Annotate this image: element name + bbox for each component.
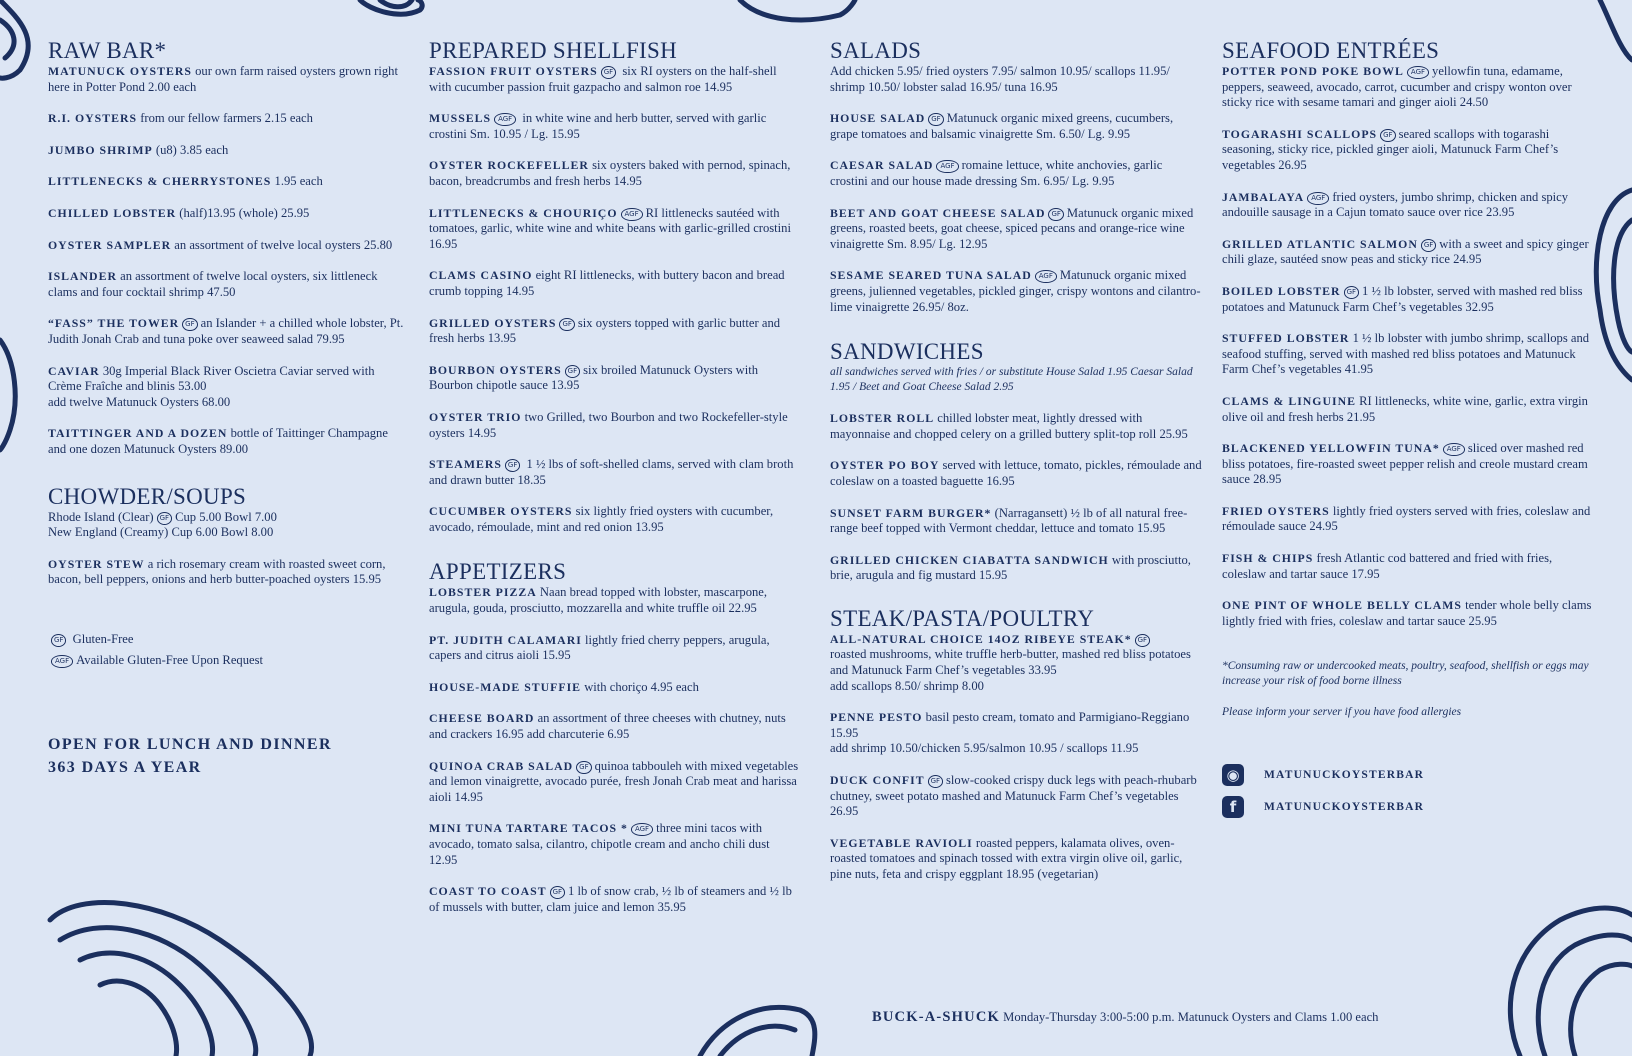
item-desc: lightly fried cherry peppers, arugula, capers and citrus aioli 15.95 [429,632,770,663]
item-desc: two Grilled, two Bourbon and two Rockefeller-style oysters 14.95 [429,409,788,440]
menu-item [429,363,801,394]
buck-a-shuck-promo [872,1009,1378,1026]
item-desc: RI littlenecks sautéed with tomatoes, garlic, white wine and white beans with garlic-grilled crostini 16.95 [429,205,791,251]
item-desc: served with lettuce, tomato, pickles, rémoulade and coleslaw on a toasted baguette 16.95 [830,458,1202,488]
item-name: JUMBO SHRIMP [48,142,153,157]
item-name: PT. JUDITH CALAMARI [429,632,582,647]
item-desc: 1 ½ lbs of soft-shelled clams, served with clam broth and drawn butter 18.35 [429,457,794,487]
menu-item [830,632,1202,694]
item-name: GRILLED OYSTERS [429,315,557,330]
item-name: JAMBALAYA [1222,189,1305,204]
item-name: MUSSELS [429,111,492,126]
chowder-line: New England (Creamy) Cup 6.00 Bowl 8.00 [48,525,274,540]
available-gluten-free-icon: AGF [1443,443,1465,456]
item-desc: an assortment of three cheeses with chutney, nuts and crackers 16.95 add charcuterie 6.95 [429,711,786,742]
steak-heading: STEAK/PASTA/POULTRY [830,605,1095,631]
chowder-line: Rhode Island (Clear) GF Cup 5.00 Bowl 7.00 [48,509,277,524]
prepared-heading: PREPARED SHELLFISH [429,38,678,63]
item-desc: 1 lb of snow crab, ½ lb of steamers and ½ lb of mussels with butter, clam juice and lemon 35.95 [429,884,792,914]
gluten-free-icon: GF [565,365,580,378]
menu-item [830,411,1202,442]
menu-item [429,410,801,441]
menu-item [1222,598,1594,629]
menu-item [429,821,801,868]
item-name: LOBSTER PIZZA [429,585,537,600]
item-name: PENNE PESTO [830,710,923,725]
item-desc: 1 ½ lb lobster with jumbo shrimp, scallops and seafood stuffing, served with mashed red bliss potatoes and Matunuck Farm Chef’s vegetables 41.95 [1222,331,1590,377]
item-name: COAST TO COAST [429,884,547,899]
menu-item [429,884,801,915]
gluten-free-icon: GF [51,634,66,647]
menu-item [48,64,404,95]
item-desc: (u8) 3.85 each [155,142,229,157]
entrees-heading: SEAFOOD ENTRÉES [1222,38,1440,63]
item-name: HOUSE SALAD [830,111,926,126]
menu-item [48,206,404,222]
item-desc: six broiled Matunuck Oysters with Bourbon chipotle sauce 13.95 [429,362,759,393]
item-name: GRILLED ATLANTIC SALMON [1222,236,1418,251]
item-desc: Naan bread topped with lobster, mascarpone, arugula, gouda, prosciutto, mozzarella and white truffle oil 22.95 [429,585,768,616]
item-name: CHEESE BOARD [429,711,535,726]
item-name: OYSTER STEW [48,556,145,571]
item-desc: tender whole belly clams lightly fried with fries, coleslaw and tartar sauce 25.95 [1222,598,1592,628]
item-name: BLACKENED YELLOWFIN TUNA* [1222,441,1440,456]
gluten-free-icon: GF [601,66,616,79]
item-desc: with choriço 4.95 each [584,679,699,694]
menu-item [48,426,404,457]
menu-item [429,206,801,253]
instagram-handle: MATUNUCKOYSTERBAR [1264,768,1425,781]
item-extra: add scallops 8.50/ shrimp 8.00 [830,678,984,693]
menu-item [830,506,1202,537]
item-desc: roasted peppers, kalamata olives, oven-roasted tomatoes and spinach tossed with extra virgin olive oil, garlic, pine nuts, feta and crispy eggplant 18.95 (vegetarian) [830,835,1183,881]
menu-item [830,158,1202,189]
menu-item [1222,127,1594,174]
item-name: FASSION FRUIT OYSTERS [429,64,598,78]
item-name: MINI TUNA TARTARE TACOS * [429,821,628,836]
item-desc: an assortment of twelve local oysters, six littleneck clams and four cocktail shrimp 47.50 [48,269,378,299]
gluten-free-icon: GF [182,318,197,331]
item-name: LOBSTER ROLL [830,411,935,426]
menu-item [1222,237,1594,268]
menu-item [830,268,1202,315]
item-name: HOUSE-MADE STUFFIE [429,679,582,694]
menu-item [48,143,404,159]
menu-item [830,458,1202,489]
appetizers-heading: APPETIZERS [429,559,567,585]
legend-gf: GF Gluten-Free [48,632,404,648]
raw-bar-heading: RAW BAR* [48,38,167,63]
allergy-note: Please inform your server if you have food allergies [1222,706,1462,719]
chowder-heading: CHOWDER/SOUPS [48,483,247,509]
item-name: BOILED LOBSTER [1222,283,1341,298]
available-gluten-free-icon: AGF [1407,66,1429,79]
item-name: BOURBON OYSTERS [429,362,562,377]
item-name: SESAME SEARED TUNA SALAD [830,268,1032,283]
menu-item [48,174,404,190]
item-name: VEGETABLE RAVIOLI [830,835,973,850]
gluten-free-icon: GF [1421,239,1436,252]
item-name: CHILLED LOBSTER [48,205,177,220]
menu-item [429,633,801,664]
column-raw-bar [48,38,404,779]
item-name: STUFFED LOBSTER [1222,331,1350,346]
gluten-free-icon: GF [928,775,943,788]
item-desc: Matunuck organic mixed greens, roasted beets, goat cheese, spiced pecans and orange-rice wine vinaigrette Sm. 8.95/ Lg. 12.95 [830,205,1194,251]
menu-item [429,585,801,616]
gluten-free-icon: GF [505,459,520,472]
item-desc: chilled lobster meat, lightly dressed with mayonnaise and chopped celery on a grilled buttery split-top roll 25.95 [830,411,1188,441]
hours-line-2: 363 DAYS A YEAR [48,759,202,777]
promo-desc: Monday-Thursday 3:00-5:00 p.m. Matunuck Oysters and Clams 1.00 each [1003,1010,1379,1024]
item-desc: eight RI littlenecks, with buttery bacon and bread crumb topping 14.95 [429,268,785,298]
item-name: CAESAR SALAD [830,158,934,173]
available-gluten-free-icon: AGF [1035,270,1057,283]
instagram-link[interactable] [1222,764,1594,786]
item-desc: six oysters baked with pernod, spinach, bacon, breadcrumbs and fresh herbs 14.95 [429,158,791,188]
item-name: CLAMS CASINO [429,268,533,283]
menu-item [1222,64,1594,111]
item-name: BEET AND GOAT CHEESE SALAD [830,205,1046,220]
gluten-free-icon: GF [1344,286,1359,299]
item-desc: RI littlenecks, white wine, garlic, extra virgin olive oil and fresh herbs 21.95 [1222,393,1588,424]
menu-item [48,364,404,411]
item-desc: in white wine and herb butter, served with garlic crostini Sm. 10.95 / Lg. 15.95 [429,111,767,141]
menu-item [429,759,801,806]
menu-item [1222,504,1594,535]
available-gluten-free-icon: AGF [494,113,516,126]
gluten-free-icon: GF [157,512,172,525]
item-name: OYSTER PO BOY [830,458,940,473]
available-gluten-free-icon: AGF [51,655,73,668]
menu-item [429,680,801,696]
instagram-icon: ◉ [1222,764,1244,786]
menu-item [429,268,801,299]
gluten-free-icon: GF [1048,208,1063,221]
menu-item [830,773,1202,820]
item-desc: six RI oysters on the half-shell with cucumber passion fruit gazpacho and salmon roe 14.95 [429,64,777,94]
item-name: CUCUMBER OYSTERS [429,504,573,519]
item-extra: add twelve Matunuck Oysters 68.00 [48,394,231,409]
item-desc: fresh Atlantic cod battered and fried with fries, coleslaw and tartar sauce 17.95 [1222,551,1553,581]
item-name: LITTLENECKS & CHERRYSTONES [48,174,272,189]
menu-item [1222,394,1594,425]
promo-name: BUCK-A-SHUCK [872,1009,1000,1025]
menu-item [1222,331,1594,378]
menu-item [48,111,404,127]
item-desc: with prosciutto, brie, arugula and fig mustard 15.95 [830,552,1191,583]
item-name: ALL-NATURAL CHOICE 14OZ RIBEYE STEAK* [830,631,1132,646]
item-name: FISH & CHIPS [1222,551,1314,566]
item-desc: bottle of Taittinger Champagne and one dozen Matunuck Oysters 89.00 [48,426,388,456]
item-name: CAVIAR [48,363,100,378]
sandwiches-heading: SANDWICHES [830,339,984,365]
item-desc: fried oysters, jumbo shrimp, chicken and spicy andouille sausage in a Cajun tomato sauce over rice 23.95 [1222,189,1569,220]
gluten-free-icon: GF [559,318,574,331]
item-desc: from our fellow farmers 2.15 each [140,111,313,126]
item-desc: (Narragansett) ½ lb of all natural free-range beef topped with Vermont cheddar, lettuce and tomato 15.95 [830,505,1188,536]
item-name: STEAMERS [429,457,502,472]
menu-item [1222,441,1594,488]
item-name: POTTER POND POKE BOWL [1222,64,1404,78]
item-desc: our own farm raised oysters grown right here in Potter Pond 2.00 each [48,64,398,94]
item-name: DUCK CONFIT [830,773,925,788]
item-desc: romaine lettuce, white anchovies, garlic crostini and our house made dressing Sm. 6.95/ Lg. 9.95 [830,158,1163,188]
menu-item [429,158,801,189]
item-desc: slow-cooked crispy duck legs with peach-rhubarb chutney, sweet potato mashed and Matunuck Farm Chef’s vegetables 26.95 [830,773,1197,819]
item-desc: a rich rosemary cream with roasted sweet corn, bacon, bell peppers, onions and herb butter-poached oysters 15.95 [48,556,386,587]
item-desc: Matunuck organic mixed greens, julienned vegetables, pickled ginger, crispy wontons and cilantro-lime vinaigrette 26.95/ 8oz. [830,268,1201,314]
menu-item [830,836,1202,883]
menu-item [48,557,404,588]
menu-item [429,711,801,742]
gluten-free-icon: GF [928,113,943,126]
column-seafood-entrees [1222,38,1594,818]
item-desc: an Islander + a chilled whole lobster, Pt. Judith Jonah Crab and tuna poke over seaweed salad 79.95 [48,316,404,346]
item-desc: 30g Imperial Black River Oscietra Caviar served with Crème Fraîche and blinis 53.00 [48,363,375,394]
item-name: GRILLED CHICKEN CIABATTA SANDWICH [830,552,1109,567]
menu-item [429,316,801,347]
gluten-free-icon: GF [550,886,565,899]
legend-agf: AGF Available Gluten-Free Upon Request [48,653,404,669]
item-desc: (half)13.95 (whole) 25.95 [179,205,310,220]
column-prepared-shellfish [429,38,801,931]
item-desc: three mini tacos with avocado, tomato salsa, cilantro, chipotle cream and ancho chili dust 12.95 [429,821,770,867]
item-desc: seared scallops with togarashi seasoning, sticky rice, pickled ginger aioli, Matunuck Farm Chef’s vegetables 26.95 [1222,126,1559,172]
item-name: OYSTER SAMPLER [48,237,172,252]
item-desc: six oysters topped with garlic butter and fresh herbs 13.95 [429,315,781,346]
item-name: R.I. OYSTERS [48,111,138,126]
item-name: OYSTER TRIO [429,409,522,424]
item-name: QUINOA CRAB SALAD [429,758,574,773]
menu-item [830,553,1202,584]
item-desc: 1 ½ lb lobster, served with mashed red bliss potatoes and Matunuck Farm Chef’s vegetables 32.95 [1222,283,1583,314]
item-desc: six lightly fried oysters with cucumber, avocado, rémoulade, mint and red onion 13.95 [429,504,774,534]
salads-heading: SALADS [830,38,922,63]
menu-item [48,316,404,347]
item-name: ISLANDER [48,269,117,284]
salads-intro: Add chicken 5.95/ fried oysters 7.95/ salmon 10.95/ scallops 11.95/ shrimp 10.50/ lobster salad 16.95/ tuna 16.95 [830,64,1170,94]
facebook-handle: MATUNUCKOYSTERBAR [1264,800,1425,813]
item-desc: with a sweet and spicy ginger chili glaze, sautéed snow peas and sticky rice 24.95 [1222,236,1589,267]
raw-food-warning: *Consuming raw or undercooked meats, poultry, seafood, shellfish or eggs may increase your risk of food borne illness [1222,660,1589,688]
menu-item [429,504,801,535]
item-desc: yellowfin tuna, edamame, peppers, seaweed, avocado, carrot, cucumber and crispy wonton over sticky rice with sesame tamari and ginger aioli 24.50 [1222,64,1572,110]
menu-item [48,238,404,254]
menu-item [830,206,1202,253]
item-name: TAITTINGER AND A DOZEN [48,426,228,441]
item-extra: add shrimp 10.50/chicken 5.95/salmon 10.95 / scallops 11.95 [830,741,1139,756]
item-desc: quinoa tabbouleh with mixed vegetables and lemon vinaigrette, avocado purée, fresh Jonah Crab meat and harissa aioli 14.95 [429,758,799,804]
item-desc: sliced over mashed red bliss potatoes, fire-roasted sweet pepper relish and creole mustard cream sauce 28.95 [1222,441,1588,487]
item-name: OYSTER ROCKEFELLER [429,158,589,173]
hours-line-1: OPEN FOR LUNCH AND DINNER [48,736,332,754]
item-name: ONE PINT OF WHOLE BELLY CLAMS [1222,598,1462,613]
item-name: LITTLENECKS & CHOURIÇO [429,205,618,220]
item-desc: Matunuck organic mixed greens, cucumbers, grape tomatoes and balsamic vinaigrette Sm. 6.50/ Lg. 9.95 [830,111,1174,141]
menu-item [429,457,801,488]
menu-item [48,269,404,300]
item-desc: roasted mushrooms, white truffle herb-butter, mashed red bliss potatoes and Matunuck Farm Chef’s vegetables 33.95 [830,647,1191,678]
facebook-icon: f [1222,796,1244,818]
available-gluten-free-icon: AGF [1307,192,1329,205]
menu-item [429,111,801,142]
column-salads-sandwiches [830,38,1202,899]
gluten-free-icon: GF [1380,129,1395,142]
item-desc: an assortment of twelve local oysters 25.80 [174,237,393,252]
item-desc: 1.95 each [274,174,323,189]
menu-item [830,111,1202,142]
item-name: MATUNUCK OYSTERS [48,64,192,78]
gluten-free-icon: GF [1135,634,1150,647]
menu-item [429,64,801,95]
menu-item [1222,284,1594,315]
item-name: FRIED OYSTERS [1222,503,1330,518]
item-desc: basil pesto cream, tomato and Parmigiano-Reggiano 15.95 [830,710,1190,740]
available-gluten-free-icon: AGF [936,160,958,173]
menu-item [1222,551,1594,582]
item-name: CLAMS & LINGUINE [1222,393,1356,408]
item-name: TOGARASHI SCALLOPS [1222,126,1378,141]
sandwiches-note: all sandwiches served with fries / or substitute House Salad 1.95 Caesar Salad 1.95 / Beet and Goat Cheese Salad 2.95 [830,366,1193,394]
item-desc: lightly fried oysters served with fries, coleslaw and rémoulade sauce 24.95 [1222,503,1591,534]
menu-item [830,710,1202,757]
gluten-free-icon: GF [576,761,591,774]
item-name: SUNSET FARM BURGER* [830,505,992,520]
menu-item [1222,190,1594,221]
available-gluten-free-icon: AGF [631,823,653,836]
available-gluten-free-icon: AGF [621,208,643,221]
item-name: “FASS” THE TOWER [48,316,180,331]
facebook-link[interactable] [1222,796,1594,818]
